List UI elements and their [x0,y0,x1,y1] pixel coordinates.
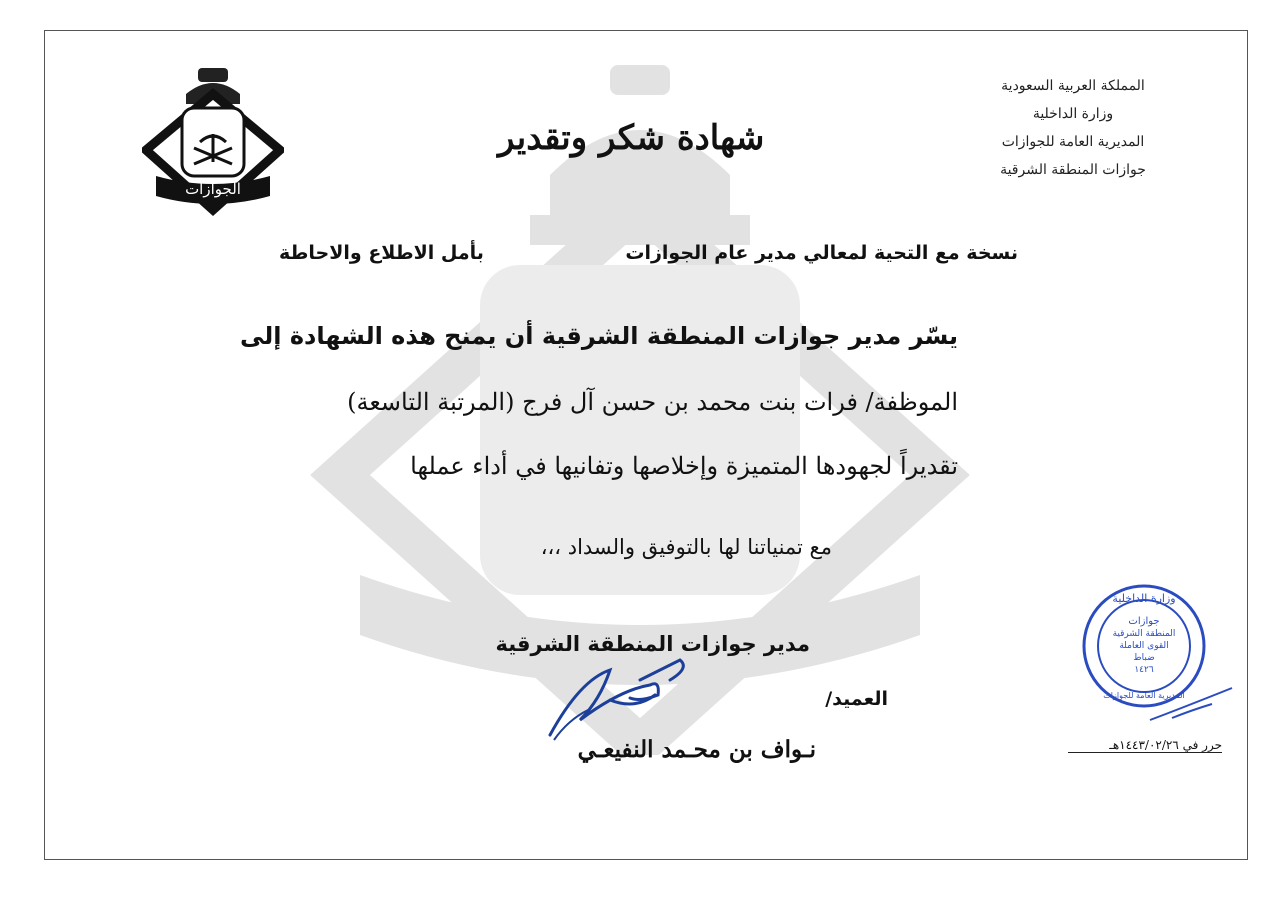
stamp-center-line-1: جوازات [1128,616,1160,627]
header-block [988,72,1158,184]
for-info-line: بأمل الاطلاع والاحاطة [279,242,484,264]
body-line-3: تقديراً لجهودها المتميزة وإخلاصها وتفانيها في أداء عملها [410,452,958,480]
copy-to-line: نسخة مع التحية لمعالي مدير عام الجوازات [625,242,1018,264]
header-region: جوازات المنطقة الشرقية [1000,162,1146,178]
jawazat-emblem-icon [142,64,284,218]
stamp-center-line-4: ضباط [1133,653,1155,663]
issue-date: حرر في ١٤٤٣/٠٢/٢٦هـ [1109,738,1222,752]
stamp-center-line-2: المنطقة الشرقية [1112,629,1176,639]
signatory-title: مدير جوازات المنطقة الشرقية [495,632,810,656]
stamp-center-line-5: ١٤٢٦ [1134,665,1154,675]
date-underline [1068,752,1222,753]
official-stamp [1072,580,1242,730]
body-line-4: مع تمنياتنا لها بالتوفيق والسداد ،،، [540,535,832,559]
signatory-rank: العميد/ [825,688,888,710]
body-line-2: الموظفة/ فرات بنت محمد بن حسن آل فرج (المرتبة التاسعة) [347,388,958,416]
header-kingdom: المملكة العربية السعودية [1001,78,1145,94]
signatory-name: نـواف بن محـمد النفيعـي [577,736,816,763]
stamp-arc-text: وزارة الداخلية [1112,592,1176,605]
stamp-bottom-text: المديرية العامة للجوازات [1103,691,1185,700]
header-ministry: وزارة الداخلية [1032,106,1114,122]
certificate-title: شهادة شكر وتقدير [498,118,765,158]
logo-banner-text: الجوازات [185,180,241,198]
stamp-center-line-3: القوى العاملة [1119,641,1169,651]
body-line-1: يسّر مدير جوازات المنطقة الشرقية أن يمنح هذه الشهادة إلى [239,322,958,350]
header-directorate: المديرية العامة للجوازات [1001,134,1145,150]
signature-mark [540,640,700,750]
